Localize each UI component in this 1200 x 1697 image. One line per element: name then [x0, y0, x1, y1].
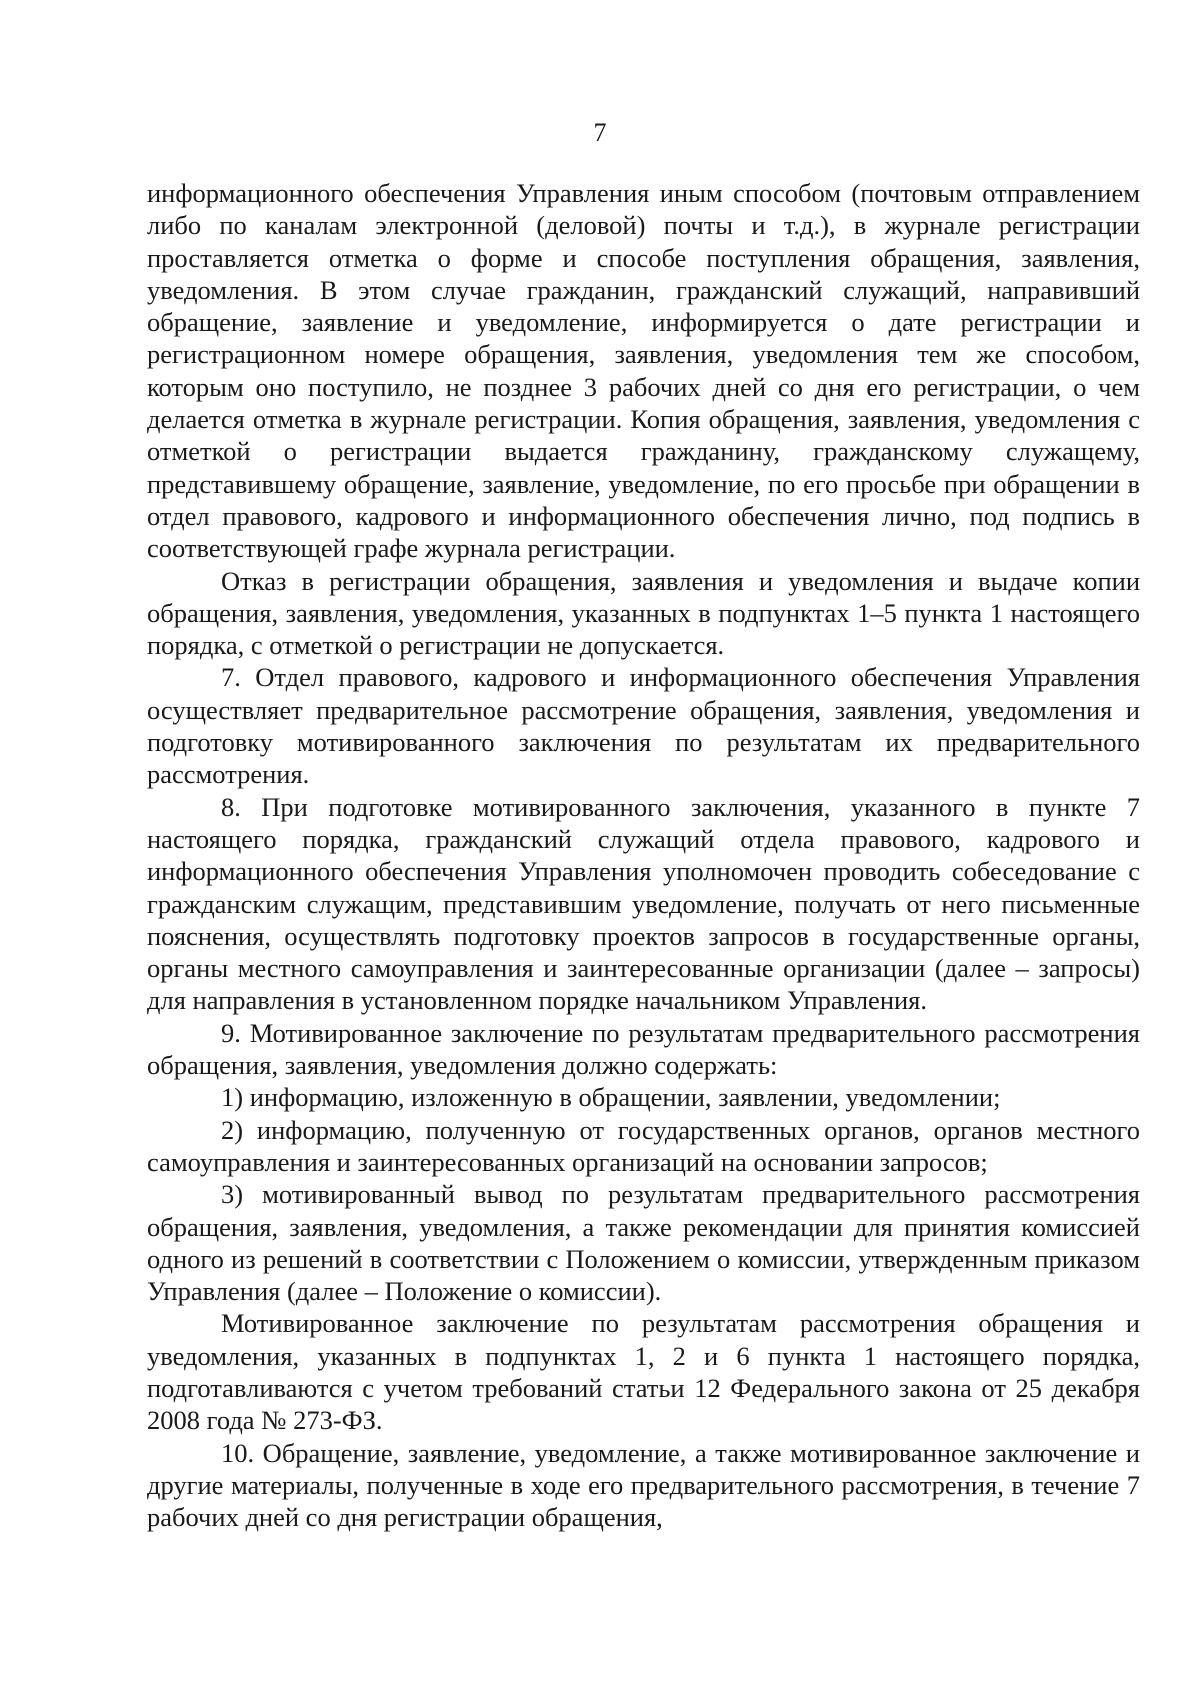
paragraph-subitem-3: 3) мотивированный вывод по результатам предварительного рассмотрения обращения, заявления, уведомления, а также рекомендации для принятия комиссией одного из решений в соответствии с Положением о комиссии, утвержденным приказом Управления (далее – Положение о комиссии). — [147, 1179, 1140, 1307]
document-body — [147, 177, 1140, 1533]
paragraph-subitem-2: 2) информацию, полученную от государственных органов, органов местного самоуправления и заинтересованных организаций на основании запросов; — [147, 1114, 1140, 1177]
paragraph-item-9: 9. Мотивированное заключение по результатам предварительного рассмотрения обращения, заявления, уведомления должно содержать: — [147, 1017, 1140, 1081]
paragraph-continued: информационного обеспечения Управления иным способом (почтовым отправлением либо по каналам электронной (деловой) почты и т.д.), в журнале регистрации проставляется отметка о форме и способе поступления обращения, заявления, уведомления. В этом случае гражданин, гражданский служащий, направивший обращение, заявление и уведомление, информируется о дате регистрации и регистрационном номере обращения, заявления, уведомления тем же способом, которым оно поступило, не позднее 3 рабочих дней со дня его регистрации, о чем делается отметка в журнале регистрации. Копия обращения, заявления, уведомления с отметкой о регистрации выдается гражданину, гражданскому служащему, представившему обращение, заявление, уведомление, по его просьбе при обращении в отдел правового, кадрового и информационного обеспечения лично, под подпись в соответствующей графе журнала регистрации. — [147, 178, 1140, 564]
paragraph-conclusion-note: Мотивированное заключение по результатам рассмотрения обращения и уведомления, указанных в подпунктах 1, 2 и 6 пункта 1 настоящего порядка, подготавливаются с учетом требований статьи 12 Федерального закона от 25 декабря 2008 года № 273-ФЗ. — [147, 1308, 1140, 1436]
paragraph-item-7: 7. Отдел правового, кадрового и информационного обеспечения Управления осуществляет предварительное рассмотрение обращения, заявления, уведомления и подготовку мотивированного заключения по результатам их предварительного рассмотрения. — [147, 662, 1140, 790]
paragraph-refusal: Отказ в регистрации обращения, заявления и уведомления и выдаче копии обращения, заявления, уведомления, указанных в подпунктах 1–5 пункта 1 настоящего порядка, с отметкой о регистрации не допускается. — [147, 565, 1140, 661]
page-number: 7 — [593, 118, 607, 147]
paragraph-item-8: 8. При подготовке мотивированного заключения, указанного в пункте 7 настоящего порядка, гражданский служащий отдела правового, кадрового и информационного обеспечения Управления уполномочен проводить собеседование с гражданским служащим, представившим уведомление, получать от него письменные пояснения, осуществлять подготовку проектов запросов в государственные органы, органы местного самоуправления и заинтересованные организации (далее – запросы) для направления в установленном порядке начальником Управления. — [147, 791, 1140, 1016]
paragraph-subitem-1: 1) информацию, изложенную в обращении, заявлении, уведомлении; — [221, 1082, 1001, 1113]
paragraph-item-10: 10. Обращение, заявление, уведомление, а также мотивированное заключение и другие материалы, полученные в ходе его предварительного рассмотрения, в течение 7 рабочих дней со дня регистрации обращения, — [147, 1437, 1140, 1533]
